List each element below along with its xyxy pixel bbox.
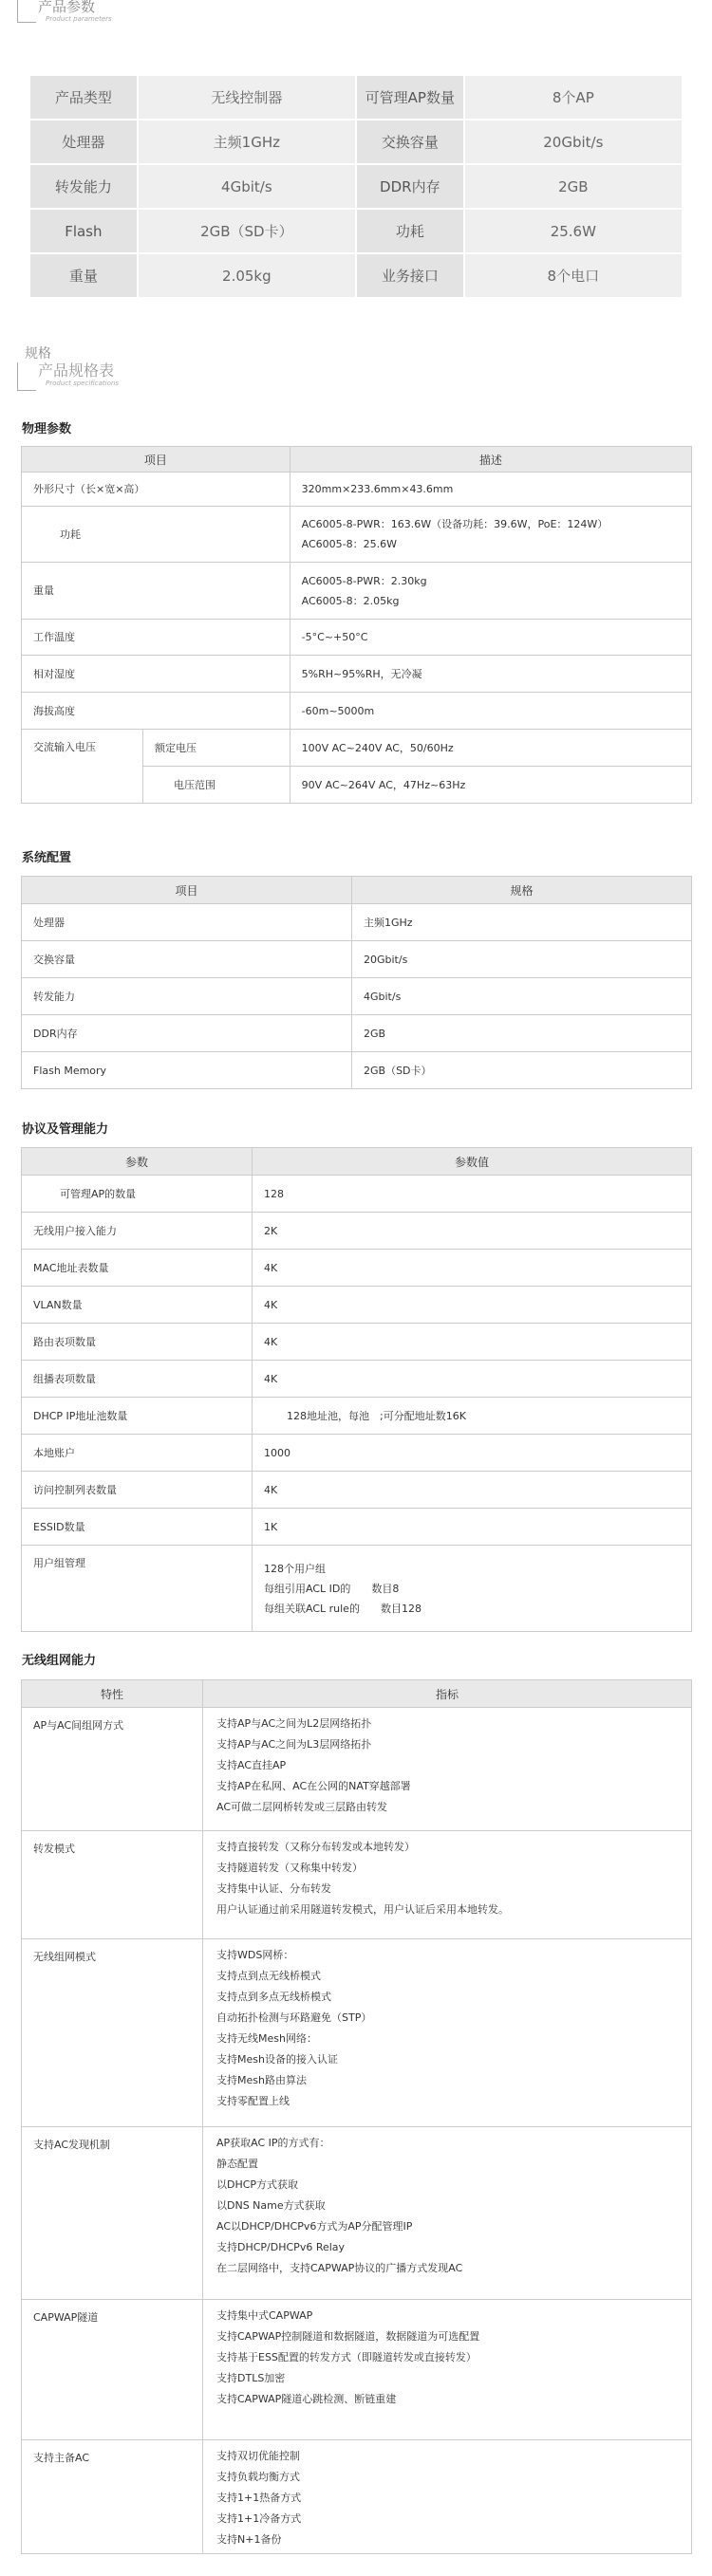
product-params-subtitle: Product parameters [46,15,112,23]
spec-table-title: 产品规格表 [38,361,115,380]
protocol-table [21,1147,692,1632]
row-value: 1K [253,1509,692,1546]
row-label: 支持AC发现机制 [22,2127,203,2300]
value-line: 支持CAPWAP控制隧道和数据隧道，数据隧道为可选配置 [216,2330,480,2343]
row-value: 2GB（SD卡） [352,1052,692,1089]
value-line: 以DNS Name方式获取 [216,2199,326,2212]
summary-value: 8个电口 [464,253,683,298]
value-line: 支持WDS网桥： [216,1949,294,1961]
row-label: MAC地址表数量 [22,1250,253,1287]
physical-table [21,446,692,804]
table-row [22,1831,692,1939]
summary-value: 主频1GHz [138,120,356,164]
row-label: 可管理AP的数量 [22,1176,253,1213]
value-line: 支持集中认证、分布转发 [216,1882,331,1895]
row-label: Flash Memory [22,1052,352,1089]
value-line: 以DHCP方式获取 [216,2178,299,2191]
row-label: 本地账户 [22,1435,253,1472]
row-value: 1000 [253,1435,692,1472]
row-label: 路由表项数量 [22,1324,253,1361]
sub-label: 额定电压 [143,730,290,767]
summary-key: 转发能力 [29,164,138,209]
col-header: 参数值 [253,1148,692,1176]
row-label: ESSID数量 [22,1509,253,1546]
row-value [203,2300,692,2440]
value-line: 在二层网络中，支持CAPWAP协议的广播方式发现AC [216,2262,463,2274]
table-row [22,1176,692,1213]
value-line: AC可做二层网桥转发或三层路由转发 [216,1801,388,1813]
table-row [22,2440,692,2554]
row-value: 4Gbit/s [352,978,692,1015]
row-label: 无线用户接入能力 [22,1213,253,1250]
value-line: 支持Mesh路由算法 [216,2074,307,2086]
value-line: AC6005-8-PWR：163.6W（设备功耗：39.6W，PoE：124W） [301,518,609,530]
value-line: 支持AC直挂AP [216,1759,287,1771]
table-row [22,2127,692,2300]
value-line: 支持点到点无线桥模式 [216,1970,321,1982]
row-value: 2GB [352,1015,692,1052]
table-row [22,1398,692,1435]
value-line: AP获取AC IP的方式有： [216,2137,330,2149]
col-header: 项目 [22,447,290,473]
table-row [22,1509,692,1546]
value-line: 支持1+1热备方式 [216,2492,302,2504]
row-value [203,2440,692,2554]
row-value: 128地址池，每池 ;可分配地址数16K [253,1398,692,1435]
row-label: AP与AC间组网方式 [22,1708,203,1831]
table-row [22,2300,692,2440]
col-header: 指标 [203,1680,692,1708]
summary-row [29,164,683,209]
row-value: 4K [253,1361,692,1398]
summary-value: 8个AP [464,75,683,120]
table-row [22,941,692,978]
row-value: -5°C~+50°C [290,620,691,656]
summary-row [29,120,683,164]
col-header: 规格 [352,877,692,904]
row-value [203,1831,692,1939]
row-label: 用户组管理 [22,1546,253,1632]
value-line: 支持DHCP/DHCPv6 Relay [216,2241,346,2253]
row-label: 处理器 [22,904,352,941]
value-line: 静态配置 [216,2158,258,2170]
value-line: 支持隧道转发（又称集中转发） [216,1862,363,1874]
row-value: 主频1GHz [352,904,692,941]
summary-value: 2.05kg [138,253,356,298]
table-row [22,1213,692,1250]
value-line: 自动拓扑检测与环路避免（STP） [216,2011,372,2024]
product-params-header [38,0,112,23]
summary-table [28,74,684,299]
row-value: 20Gbit/s [352,941,692,978]
summary-key: 重量 [29,253,138,298]
value-line: 支持集中式CAPWAP [216,2309,313,2322]
value-line: 支持零配置上线 [216,2095,290,2107]
value-line: 每组关联ACL rule的 数目128 [264,1602,422,1615]
table-row [22,1939,692,2127]
col-header: 特性 [22,1680,203,1708]
row-label: 转发能力 [22,978,352,1015]
row-label: DDR内存 [22,1015,352,1052]
product-params-title: 产品参数 [38,0,96,15]
summary-key: 产品类型 [29,75,138,120]
row-value: 4K [253,1324,692,1361]
value-line: AC6005-8-PWR：2.30kg [301,574,427,587]
summary-key: 交换容量 [356,120,464,164]
col-header: 参数 [22,1148,253,1176]
spec-table-header [25,345,119,387]
wireless-table [21,1679,692,2554]
summary-value: 2GB [464,164,683,209]
row-value: 4K [253,1250,692,1287]
value-line: AC以DHCP/DHCPv6方式为AP分配管理IP [216,2220,413,2233]
value-line: 支持CAPWAP隧道心跳检测、断链重建 [216,2393,397,2405]
row-label: 外形尺寸（长×宽×高） [22,473,290,507]
row-value: 2K [253,1213,692,1250]
table-row [22,1287,692,1324]
row-label: 相对湿度 [22,656,290,693]
table-row [22,1708,692,1831]
row-value: 90V AC~264V AC，47Hz~63Hz [290,767,691,804]
table-row [22,1015,692,1052]
row-value: 5%RH~95%RH，无冷凝 [290,656,691,693]
row-label: 转发模式 [22,1831,203,1939]
row-value [203,2127,692,2300]
header-corner-mark [17,0,36,23]
row-label: 支持主备AC [22,2440,203,2554]
table-row [22,1250,692,1287]
row-label: 工作温度 [22,620,290,656]
row-value: 4K [253,1287,692,1324]
table-row [22,978,692,1015]
value-line: 支持负载均衡方式 [216,2471,300,2483]
row-label: CAPWAP隧道 [22,2300,203,2440]
summary-row [29,209,683,253]
value-line: 支持DTLS加密 [216,2372,286,2384]
row-value: 4K [253,1472,692,1509]
table-row [22,1324,692,1361]
summary-key: 功耗 [356,209,464,253]
summary-value: 2GB（SD卡） [138,209,356,253]
value-line: 支持点到多点无线桥模式 [216,1991,331,2003]
col-header: 项目 [22,877,352,904]
value-line: 支持基于ESS配置的转发方式（即隧道转发或直接转发） [216,2351,477,2363]
row-value [253,1546,692,1632]
summary-key: 处理器 [29,120,138,164]
table-row [22,1052,692,1089]
row-label: 组播表项数量 [22,1361,253,1398]
summary-key: DDR内存 [356,164,464,209]
spec-small-label: 规格 [25,346,51,361]
summary-key: 可管理AP数量 [356,75,464,120]
physical-section-title: 物理参数 [22,422,72,436]
summary-value: 4Gbit/s [138,164,356,209]
value-line: 支持1+1冷备方式 [216,2512,302,2525]
row-label: VLAN数量 [22,1287,253,1324]
row-label: 无线组网模式 [22,1939,203,2127]
summary-value: 20Gbit/s [464,120,683,164]
table-row [22,1472,692,1509]
value-line: 128个用户组 [264,1562,326,1575]
value-line: 支持Mesh设备的接入认证 [216,2053,338,2066]
table-row [22,1435,692,1472]
summary-key: Flash [29,209,138,253]
row-label: 交流输入电压 [22,730,143,804]
row-label: 功耗 [22,507,290,563]
spec-table-subtitle: Product specifications [46,380,119,387]
value-line: 支持无线Mesh网络： [216,2032,317,2045]
value-line: AC6005-8：2.05kg [301,594,400,607]
col-header: 描述 [290,447,691,473]
row-label: 交换容量 [22,941,352,978]
value-line: 用户认证通过前采用隧道转发模式，用户认证后采用本地转发。 [216,1903,509,1916]
row-value: 100V AC~240V AC，50/60Hz [290,730,691,767]
row-label: 海拔高度 [22,693,290,730]
summary-value: 无线控制器 [138,75,356,120]
system-table [21,876,692,1089]
row-value [290,563,691,620]
protocol-section-title: 协议及管理能力 [22,1122,109,1137]
row-value [203,1708,692,1831]
value-line: 支持直接转发（又称分布转发或本地转发） [216,1841,415,1853]
wireless-section-title: 无线组网能力 [22,1654,97,1668]
row-value: 320mm×233.6mm×43.6mm [290,473,691,507]
value-line: 支持AP在私网、AC在公网的NAT穿越部署 [216,1780,411,1792]
summary-value: 25.6W [464,209,683,253]
summary-key: 业务接口 [356,253,464,298]
system-section-title: 系统配置 [22,851,72,865]
summary-row [29,75,683,120]
sub-label: 电压范围 [143,767,290,804]
row-value [290,507,691,563]
table-row [22,904,692,941]
value-line: 支持AP与AC之间为L3层网络拓扑 [216,1738,372,1751]
table-row [22,1361,692,1398]
value-line: 支持N+1备份 [216,2533,282,2546]
row-label: 重量 [22,563,290,620]
row-label: DHCP IP地址池数量 [22,1398,253,1435]
summary-row [29,253,683,298]
row-value [203,1939,692,2127]
row-value: 128 [253,1176,692,1213]
value-line: AC6005-8：25.6W [301,538,397,550]
value-line: 支持AP与AC之间为L2层网络拓扑 [216,1717,372,1730]
row-label: 访问控制列表数量 [22,1472,253,1509]
value-line: 每组引用ACL ID的 数目8 [264,1582,400,1595]
row-value: -60m~5000m [290,693,691,730]
value-line: 支持双切优能控制 [216,2450,300,2462]
